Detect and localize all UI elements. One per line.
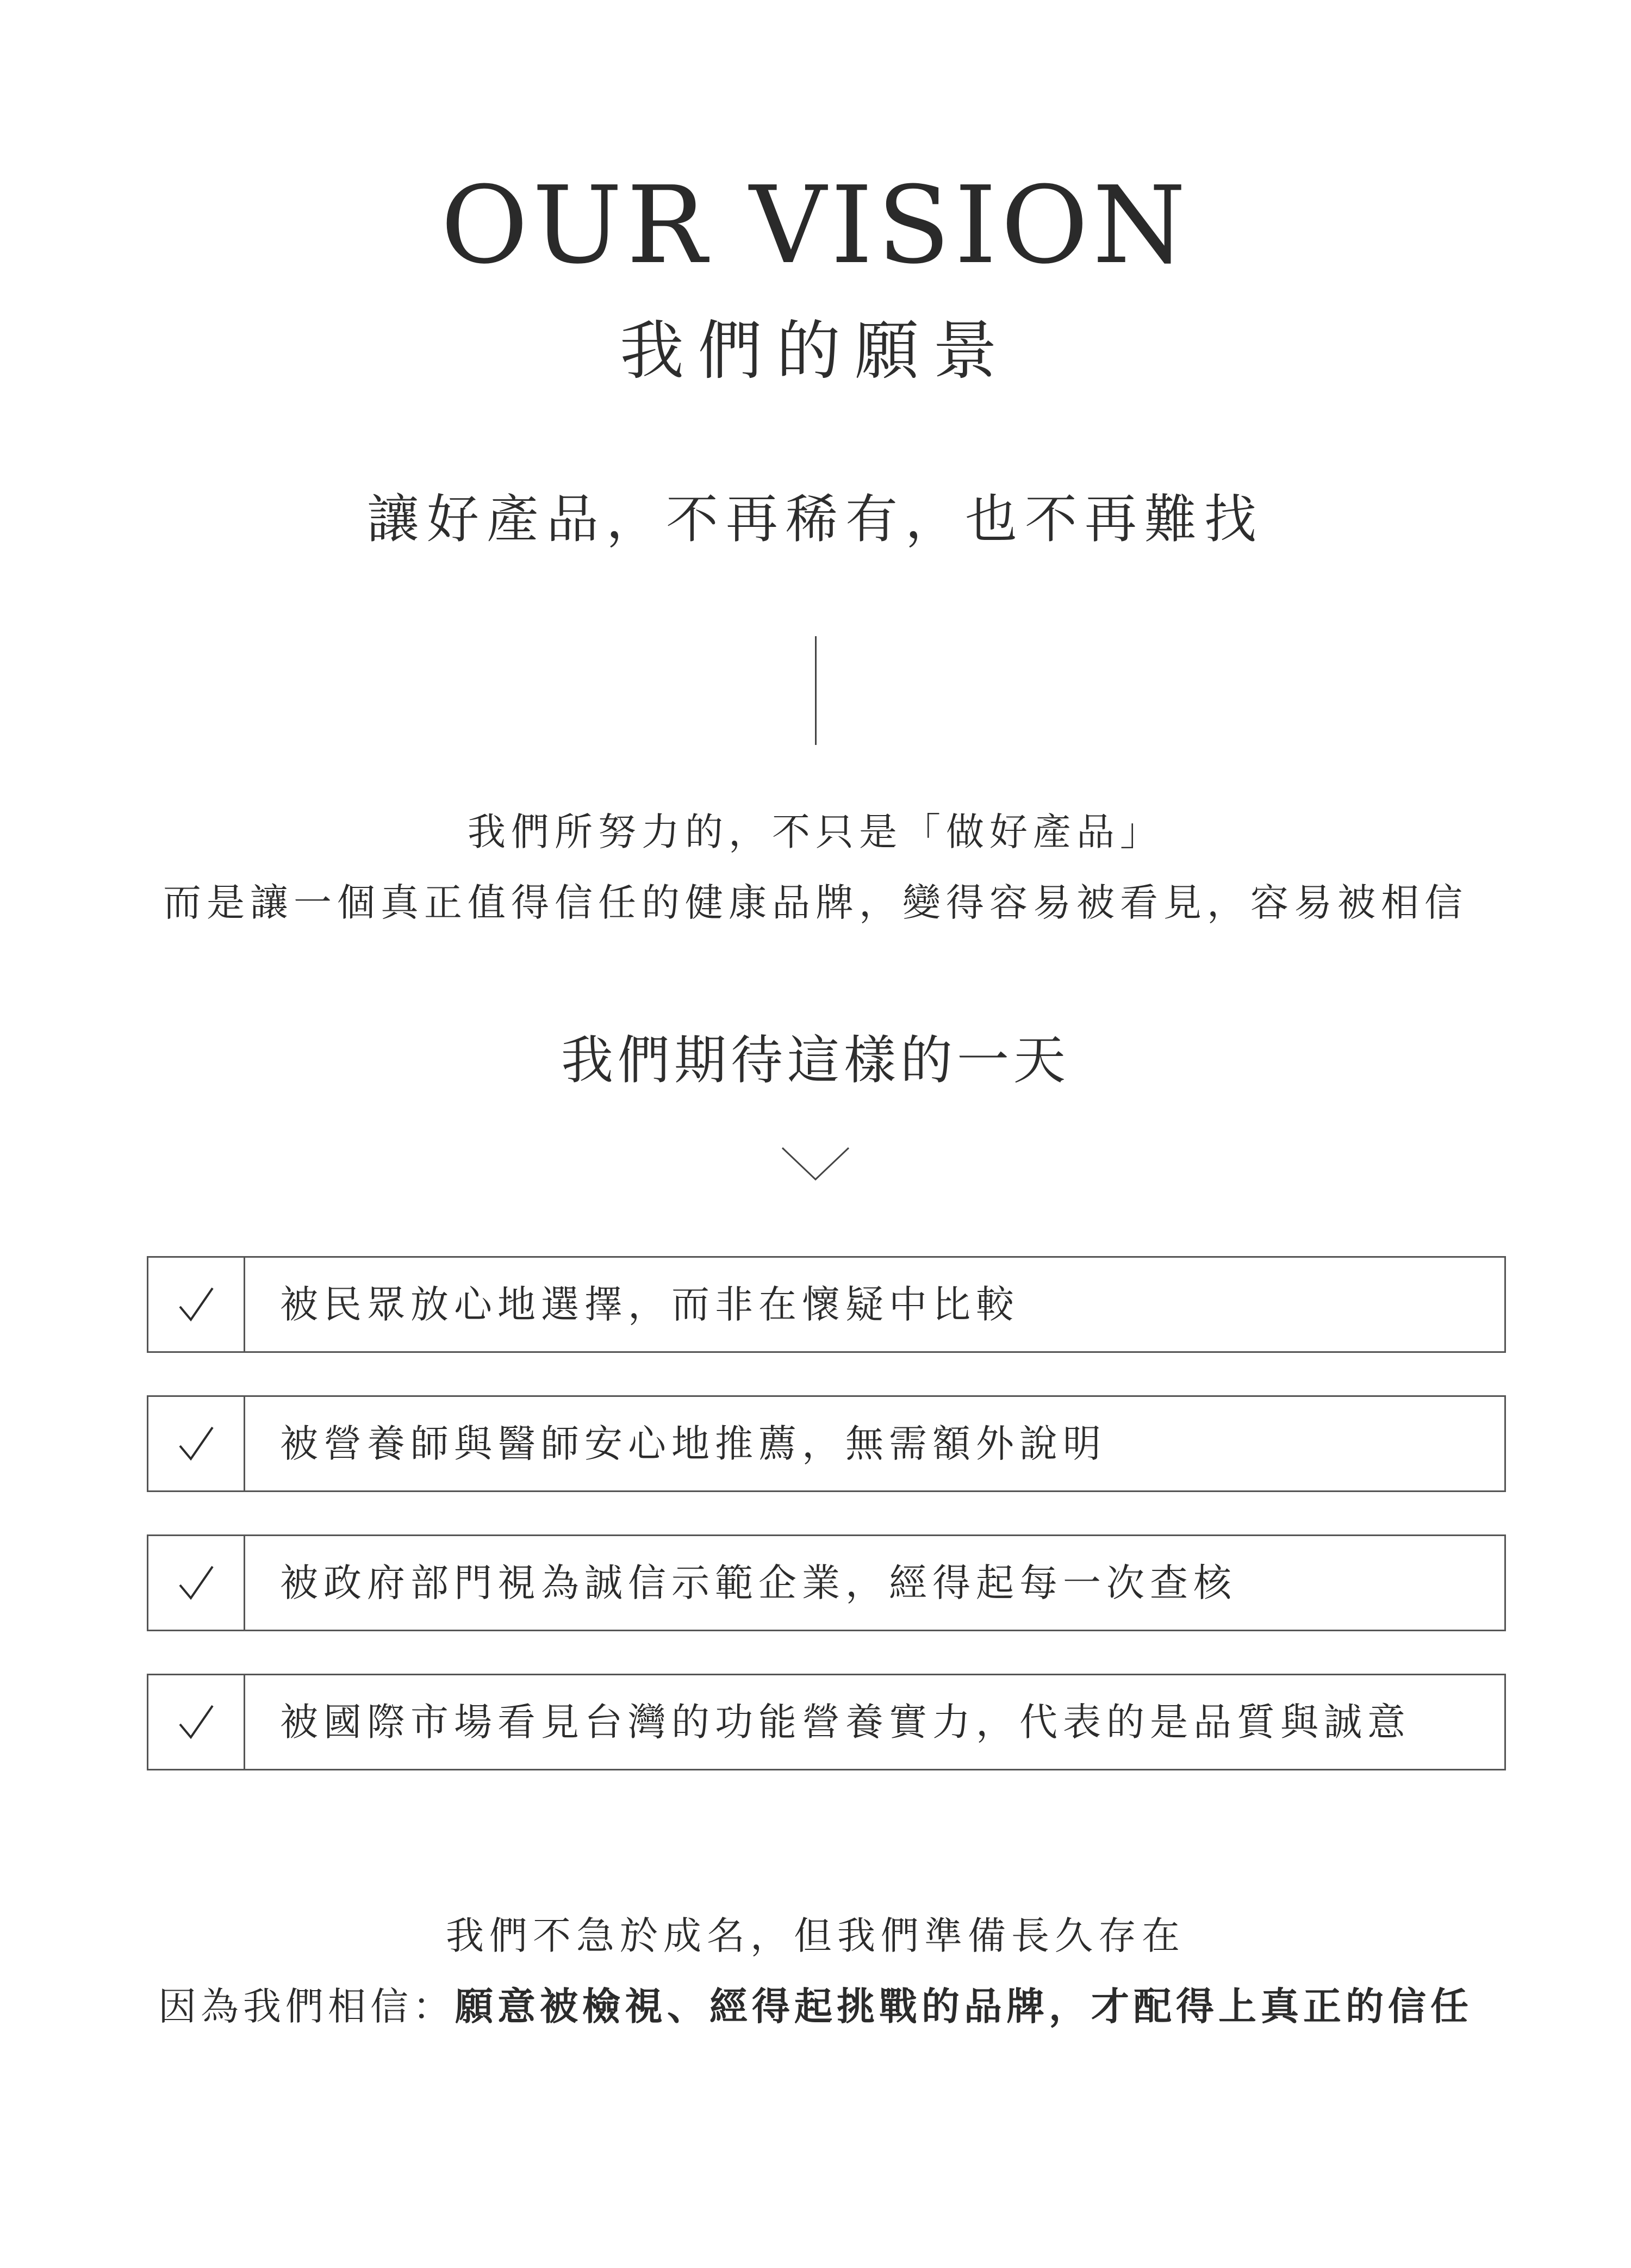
closing-line-2-lead: 因為我們相信： bbox=[158, 1984, 455, 2029]
check-mark-icon bbox=[177, 1285, 216, 1324]
check-mark-icon bbox=[177, 1702, 216, 1742]
closing-line-1: 我們不急於成名，但我們準備長久存在 bbox=[446, 1913, 1185, 1958]
check-box bbox=[148, 1397, 245, 1490]
closing-line-2-emphasis: 願意被檢視、經得起挑戰的品牌，才配得上真正的信任 bbox=[455, 1984, 1473, 2029]
vision-checklist bbox=[147, 1256, 1506, 1813]
check-mark-icon bbox=[177, 1424, 216, 1463]
check-mark-icon bbox=[177, 1563, 216, 1602]
check-box bbox=[148, 1675, 245, 1769]
chevron-down-icon bbox=[780, 1145, 851, 1183]
tagline: 讓好產品，不再稀有，也不再難找 bbox=[367, 489, 1264, 550]
check-box bbox=[148, 1258, 245, 1351]
checklist-item bbox=[147, 1674, 1506, 1770]
intro-line-2: 而是讓一個真正值得信任的健康品牌，變得容易被看見，容易被相信 bbox=[163, 880, 1468, 925]
checklist-item bbox=[147, 1256, 1506, 1353]
checklist-item-text: 被營養師與醫師安心地推薦，無需額外說明 bbox=[280, 1421, 1106, 1466]
intro-line-1: 我們所努力的，不只是「做好產品」 bbox=[468, 810, 1163, 854]
vertical-divider bbox=[815, 636, 817, 745]
checklist-item-text: 被國際市場看見台灣的功能營養實力，代表的是品質與誠意 bbox=[280, 1700, 1411, 1744]
checklist-item bbox=[147, 1534, 1506, 1631]
check-box bbox=[148, 1536, 245, 1630]
checklist-item-text: 被政府部門視為誠信示範企業，經得起每一次查核 bbox=[280, 1561, 1237, 1605]
checklist-item bbox=[147, 1395, 1506, 1492]
title-english: OUR VISION bbox=[440, 164, 1191, 288]
title-chinese: 我們的願景 bbox=[619, 313, 1011, 388]
closing-line-2 bbox=[0, 1979, 1631, 2034]
checklist-item-text: 被民眾放心地選擇，而非在懷疑中比較 bbox=[280, 1282, 1019, 1327]
sub-heading: 我們期待這樣的一天 bbox=[561, 1030, 1070, 1091]
